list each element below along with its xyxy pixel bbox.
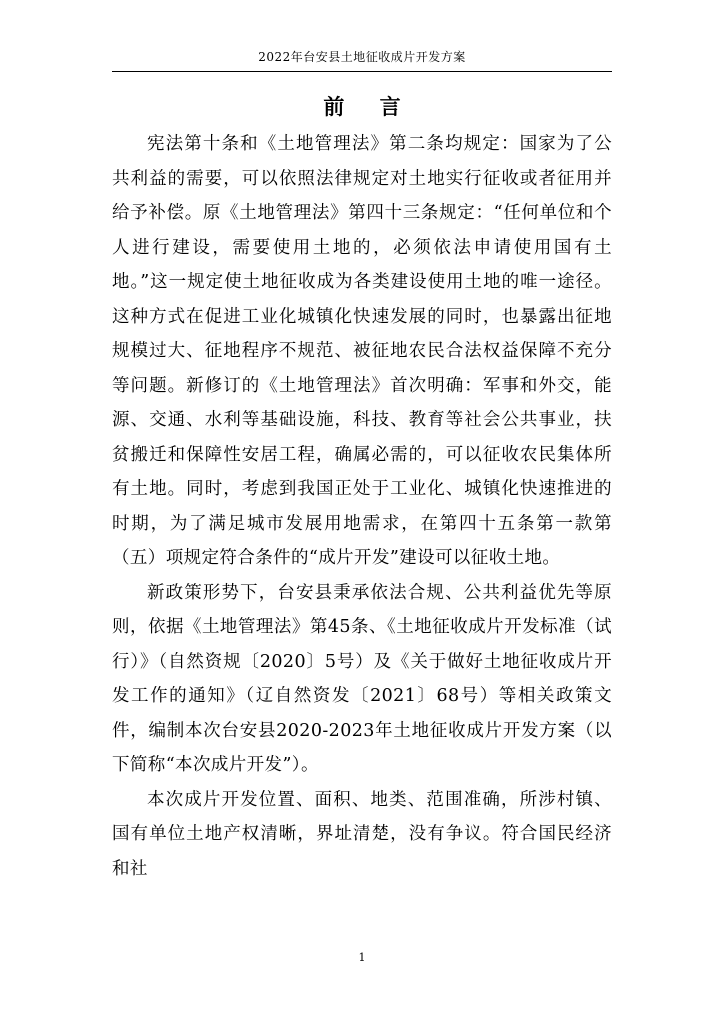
document-body bbox=[112, 127, 612, 886]
header-divider bbox=[112, 71, 612, 72]
paragraph-1: 宪法第十条和《土地管理法》第二条均规定：国家为了公共利益的需要，可以依照法律规定对土地实行征收或者征用并给予补偿。原《土地管理法》第四十三条规定：“任何单位和个人进行建设，需要使用土地的，必须依法申请使用国有土地。”这一规定使土地征收成为各类建设使用土地的唯一途径。这种方式在促进工业化城镇化快速发展的同时，也暴露出征地规模过大、征地程序不规范、被征地农民合法权益保障不充分等问题。新修订的《土地管理法》首次明确：军事和外交，能源、交通、水利等基础设施，科技、教育等社会公共事业，扶贫搬迁和保障性安居工程，确属必需的，可以征收农民集体所有土地。同时，考虑到我国正处于工业化、城镇化快速推进的时期，为了满足城市发展用地需求，在第四十五条第一款第（五）项规定符合条件的“成片开发”建设可以征收土地。 bbox=[112, 134, 612, 568]
document-title: 前 言 bbox=[323, 94, 415, 119]
paragraph-2: 新政策形势下，台安县秉承依法合规、公共利益优先等原则，依据《土地管理法》第45条、《土地征收成片开发标准（试行）》（自然资规〔2020〕5号）及《关于做好土地征收成片开发工作的通知》（辽自然资发〔2021〕68号）等相关政策文件，编制本次台安县2020-2023年土地征收成片开发方案（以下简称“本次成片开发”）。 bbox=[112, 582, 612, 775]
page-number: 1 bbox=[358, 951, 366, 964]
running-header: 2022年台安县土地征收成片开发方案 bbox=[258, 50, 466, 64]
paragraph-3: 本次成片开发位置、面积、地类、范围准确，所涉村镇、国有单位土地产权清晰，界址清楚，没有争议。符合国民经济和社 bbox=[112, 789, 612, 879]
